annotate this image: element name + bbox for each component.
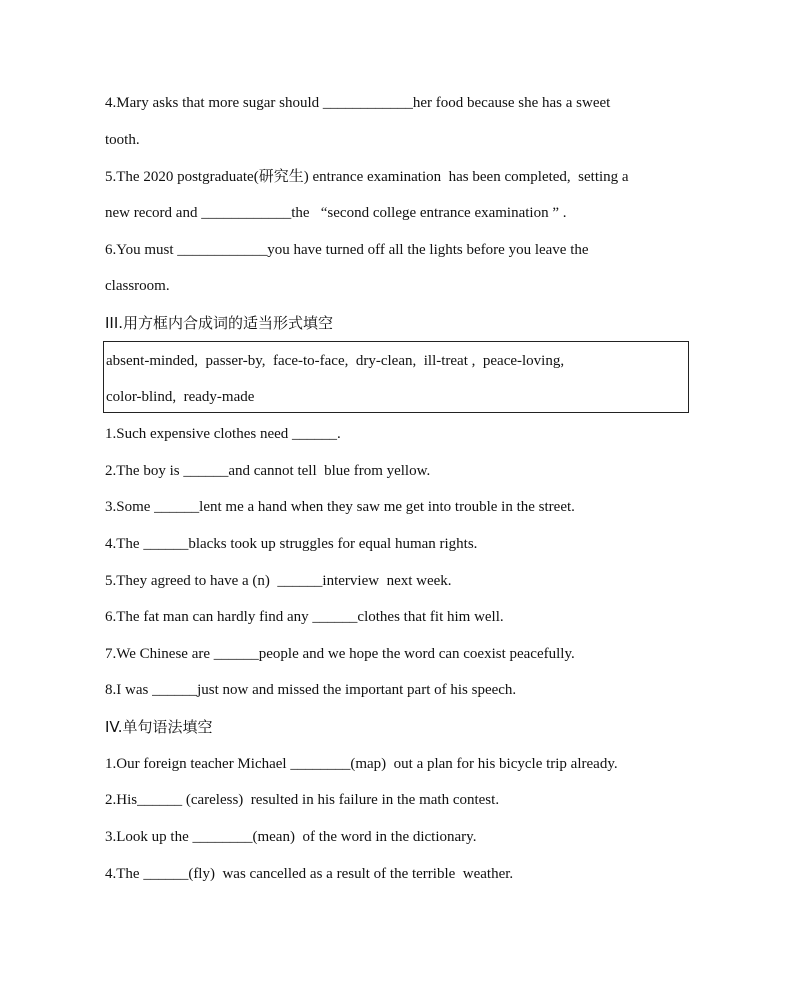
question-4-line-2: tooth. bbox=[105, 132, 140, 148]
word-box-line-2: color-blind, ready-made bbox=[106, 389, 255, 405]
word-box bbox=[103, 341, 689, 413]
section-four-item-2: 2.His______ (careless) resulted in his failure in the math contest. bbox=[105, 792, 500, 808]
section-three-item-2: 2.The boy is ______and cannot tell blue from yellow. bbox=[105, 463, 431, 479]
question-5-line-2: new record and ____________the “second college entrance examination ” . bbox=[105, 205, 567, 221]
word-box-line-1: absent-minded, passer-by, face-to-face, dry-clean, ill-treat , peace-loving, bbox=[106, 353, 565, 369]
question-4-line-1: 4.Mary asks that more sugar should ____________her food because she has a sweet bbox=[105, 95, 611, 111]
question-5-line-1: 5.The 2020 postgraduate(研究生) entrance examination has been completed, setting a bbox=[105, 169, 629, 185]
section-four-item-4: 4.The ______(fly) was cancelled as a result of the terrible weather. bbox=[105, 866, 514, 882]
section-three-heading: III.用方框内合成词的适当形式填空 bbox=[105, 314, 334, 332]
question-6-line-2: classroom. bbox=[105, 278, 170, 294]
section-four-item-1: 1.Our foreign teacher Michael ________(map) out a plan for his bicycle trip already. bbox=[105, 756, 618, 772]
section-three-item-4: 4.The ______blacks took up struggles for equal human rights. bbox=[105, 536, 478, 552]
section-three-item-6: 6.The fat man can hardly find any ______clothes that fit him well. bbox=[105, 609, 504, 625]
question-6-line-1: 6.You must ____________you have turned off all the lights before you leave the bbox=[105, 242, 589, 258]
section-three-item-7: 7.We Chinese are ______people and we hope the word can coexist peacefully. bbox=[105, 646, 575, 662]
section-three-item-1: 1.Such expensive clothes need ______. bbox=[105, 426, 341, 442]
section-four-item-3: 3.Look up the ________(mean) of the word in the dictionary. bbox=[105, 829, 477, 845]
section-three-item-8: 8.I was ______just now and missed the important part of his speech. bbox=[105, 682, 517, 698]
section-three-item-3: 3.Some ______lent me a hand when they saw me get into trouble in the street. bbox=[105, 499, 575, 515]
section-three-item-5: 5.They agreed to have a (n) ______interview next week. bbox=[105, 573, 452, 589]
section-four-heading: IV.单句语法填空 bbox=[105, 718, 213, 736]
